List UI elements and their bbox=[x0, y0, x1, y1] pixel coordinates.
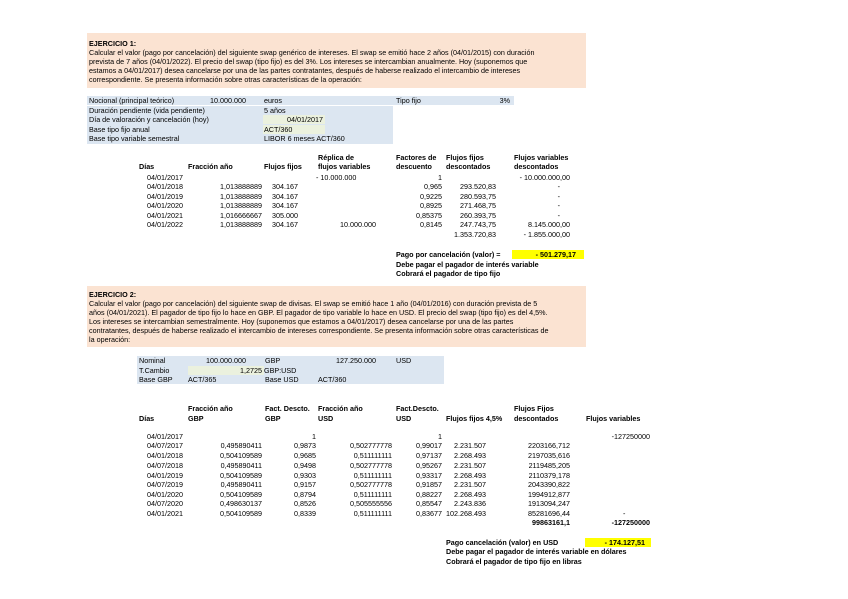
ex2-row-fact-gbp: 0,8526 bbox=[294, 499, 316, 508]
ex2-pago-label: Pago cancelación (valor) en USD bbox=[446, 538, 559, 547]
ex2-base-usd-label: Base USD bbox=[265, 375, 299, 384]
ex2-row-fact-gbp: 0,8339 bbox=[294, 509, 316, 518]
ex1-row-fvd: 8.145.000,00 bbox=[528, 220, 570, 229]
ex2-nota-2: Cobrará el pagador de tipo fijo en libras bbox=[446, 557, 582, 566]
ex2-row-fact-usd: 0,83677 bbox=[416, 509, 442, 518]
ex1-nota-1: Debe pagar el pagador de interés variable bbox=[396, 260, 539, 269]
ex2-row-frac-gbp: 0,498630137 bbox=[220, 499, 262, 508]
ex1-pago-label: Pago por cancelación (valor) = bbox=[396, 250, 501, 259]
ex2-header-frac-usd-2: USD bbox=[318, 414, 334, 423]
ex2-row-frac-usd: 0,511111111 bbox=[353, 471, 392, 480]
ex1-base-fijo-value: ACT/360 bbox=[264, 125, 293, 134]
ex1-row-fraccion: 1,013888889 bbox=[220, 182, 262, 191]
ex2-row-fact-gbp: 0,9873 bbox=[294, 441, 316, 450]
ex2-row-fact-gbp: 0,8794 bbox=[294, 490, 316, 499]
ex1-nocional-label: Nocional (principal teórico) bbox=[89, 96, 175, 105]
ex2-row-frac-usd: 0,505555556 bbox=[350, 499, 392, 508]
ex2-row-fact-gbp: 0,9685 bbox=[294, 451, 316, 460]
ex1-duracion-value: 5 años bbox=[264, 106, 286, 115]
ex2-tc-label: T.Cambio bbox=[139, 366, 170, 375]
ex2-pago-value: - 174.127,51 bbox=[604, 538, 645, 547]
ex1-header-ffd-1: Flujos fijos bbox=[446, 153, 484, 162]
ex1-statement-line-1: Calcular el valor (pago por cancelación) del siguiente swap genérico de intereses. El swap se emitió hace 2 años (04/01/2015) con duración bbox=[89, 48, 535, 57]
ex2-row-dias: 04/01/2018 bbox=[147, 451, 183, 460]
ex1-row-fvd: - bbox=[557, 211, 560, 220]
ex1-header-fvd-1: Flujos variables bbox=[514, 153, 569, 162]
ex2-row-frac-gbp: 0,504109589 bbox=[220, 471, 262, 480]
ex1-row-fraccion: 1,013888889 bbox=[220, 192, 262, 201]
ex1-total-ffd: 1.353.720,83 bbox=[454, 230, 496, 239]
ex1-header-factores-1: Factores de bbox=[396, 153, 437, 162]
ex2-header-ffd-2: descontados bbox=[514, 414, 559, 423]
ex1-tipo-fijo-value: 3% bbox=[499, 96, 510, 105]
ex2-row-fv: -127250000 bbox=[611, 432, 650, 441]
ex2-statement-line-1: Calcular el valor (pago por cancelación) del siguiente swap de divisas. El swap se emitió hace 1 año (04/01/2016) con duración prevista de 5 bbox=[89, 299, 538, 308]
ex1-row-dias: 04/01/2019 bbox=[147, 192, 183, 201]
ex2-row-ff: 2.268.493 bbox=[454, 471, 486, 480]
ex2-row-frac-usd: 0,511111111 bbox=[353, 509, 392, 518]
ex2-row-ffd: 85281696,44 bbox=[528, 509, 570, 518]
ex2-row-ff: 102.268.493 bbox=[446, 509, 486, 518]
ex2-row-fact-usd: 0,99017 bbox=[416, 441, 442, 450]
ex2-nominal-gbp: 100.000.000 bbox=[206, 356, 246, 365]
ex1-pago-value: - 501.279,17 bbox=[535, 250, 576, 259]
ex2-row-frac-gbp: 0,495890411 bbox=[220, 480, 262, 489]
ex2-base-gbp-value: ACT/365 bbox=[188, 375, 217, 384]
ex1-row-fvd: - bbox=[557, 201, 560, 210]
ex1-header-ffd-2: descontados bbox=[446, 162, 491, 171]
ex1-base-var-value: LIBOR 6 meses ACT/360 bbox=[264, 134, 345, 143]
ex2-total-fv: -127250000 bbox=[611, 518, 650, 527]
ex2-row-dias: 04/01/2020 bbox=[147, 490, 183, 499]
ex2-row-dias: 04/07/2017 bbox=[147, 441, 183, 450]
ex2-row-ff: 2.268.493 bbox=[454, 490, 486, 499]
ex2-header-ffd-1: Flujos Fijos bbox=[514, 404, 554, 413]
ex2-nota-1: Debe pagar el pagador de interés variable en dólares bbox=[446, 547, 627, 556]
ex2-header-fact-gbp-2: GBP bbox=[265, 414, 281, 423]
ex2-row-frac-gbp: 0,504109589 bbox=[220, 490, 262, 499]
ex1-row-ffd: 260.393,75 bbox=[460, 211, 496, 220]
ex2-row-ffd: 2043390,822 bbox=[528, 480, 570, 489]
ex2-row-ffd: 2119485,205 bbox=[528, 461, 570, 470]
ex1-header-fvd-2: descontados bbox=[514, 162, 559, 171]
ex1-row-flujos: 304.167 bbox=[272, 201, 298, 210]
ex1-row-ffd: 293.520,83 bbox=[460, 182, 496, 191]
ex1-base-fijo-label: Base tipo fijo anual bbox=[89, 125, 150, 134]
ex1-row-factor: 0,965 bbox=[424, 182, 442, 191]
ex1-base-var-label: Base tipo variable semestral bbox=[89, 134, 180, 143]
ex2-row-frac-gbp: 0,495890411 bbox=[220, 461, 262, 470]
ex1-nota-2: Cobrará el pagador de tipo fijo bbox=[396, 269, 501, 278]
ex1-row-ffd: 280.593,75 bbox=[460, 192, 496, 201]
ex2-title: EJERCICIO 2: bbox=[89, 290, 137, 299]
ex1-row-dias: 04/01/2018 bbox=[147, 182, 183, 191]
ex1-row-dias: 04/01/2021 bbox=[147, 211, 183, 220]
ex2-tc-unit: GBP:USD bbox=[264, 366, 297, 375]
ex2-row-fact-gbp: 1 bbox=[312, 432, 316, 441]
ex1-statement-line-2: prevista de 7 años (04/01/2022). El precio del swap (tipo fijo) es del 3%. Los intereses se intercambian anualmente. Hoy (suponemos que bbox=[89, 57, 528, 66]
ex2-statement-line-4: contratantes, después de haberse realizado el intercambio de intereses correspondiente. Se presenta información sobre otras características de bbox=[89, 326, 549, 335]
ex2-header-fact-gbp-1: Fact. Descto. bbox=[265, 404, 310, 413]
ex2-row-ff: 2.231.507 bbox=[454, 461, 486, 470]
ex2-row-fact-usd: 0,95267 bbox=[416, 461, 442, 470]
ex2-header-flujos-var: Flujos variables bbox=[586, 414, 641, 423]
ex2-row-fact-usd: 0,88227 bbox=[416, 490, 442, 499]
ex2-statement-line-3: Los intereses se intercambian semestralmente. Hoy (suponemos que estamos a 04/01/2017) desea cancelarse por una de las partes bbox=[89, 317, 514, 326]
ex1-row-dias: 04/01/2017 bbox=[147, 173, 183, 182]
ex2-gbp-unit: GBP bbox=[265, 356, 281, 365]
ex2-row-dias: 04/07/2020 bbox=[147, 499, 183, 508]
ex2-row-fact-usd: 0,85547 bbox=[416, 499, 442, 508]
ex2-usd-unit: USD bbox=[396, 356, 412, 365]
ex2-row-ffd: 1994912,877 bbox=[528, 490, 570, 499]
ex2-total-ffd: 99863161,1 bbox=[532, 518, 570, 527]
ex1-row-fraccion: 1,013888889 bbox=[220, 201, 262, 210]
ex1-header-replica-2: flujos variables bbox=[318, 162, 371, 171]
ex2-header-frac-gbp-1: Fracción año bbox=[188, 404, 233, 413]
ex1-tipo-fijo-label: Tipo fijo bbox=[396, 96, 421, 105]
ex1-row-ffd: 247.743,75 bbox=[460, 220, 496, 229]
ex2-header-fact-usd-1: Fact.Descto. bbox=[396, 404, 439, 413]
ex1-row-fvd: - bbox=[557, 182, 560, 191]
ex1-row-factor: 1 bbox=[438, 173, 442, 182]
ex1-row-flujos: 304.167 bbox=[272, 220, 298, 229]
ex2-row-ffd: 2203166,712 bbox=[528, 441, 570, 450]
ex1-row-factor: 0,8145 bbox=[420, 220, 442, 229]
ex2-header-fact-usd-2: USD bbox=[396, 414, 412, 423]
ex1-row-fvd: - bbox=[557, 192, 560, 201]
ex2-row-ffd: 2110379,178 bbox=[528, 471, 570, 480]
ex1-title: EJERCICIO 1: bbox=[89, 39, 137, 48]
ex2-header-dias: Días bbox=[139, 414, 155, 423]
ex1-header-replica-1: Réplica de bbox=[318, 153, 354, 162]
ex2-row-frac-usd: 0,502777778 bbox=[350, 480, 392, 489]
ex2-row-fact-usd: 0,97137 bbox=[416, 451, 442, 460]
ex1-row-factor: 0,9225 bbox=[420, 192, 442, 201]
ex1-nocional-value: 10.000.000 bbox=[210, 96, 246, 105]
ex1-row-replica: 10.000.000 bbox=[340, 220, 376, 229]
ex1-header-flujos-fijos: Flujos fijos bbox=[264, 162, 302, 171]
ex1-row-flujos: 305.000 bbox=[272, 211, 298, 220]
ex1-row-fraccion: 1,016666667 bbox=[220, 211, 262, 220]
ex2-row-frac-usd: 0,511111111 bbox=[353, 451, 392, 460]
ex2-row-frac-usd: 0,511111111 bbox=[353, 490, 392, 499]
ex2-row-fact-usd: 0,91857 bbox=[416, 480, 442, 489]
ex1-header-dias: Días bbox=[139, 162, 155, 171]
ex1-row-fraccion: 1,013888889 bbox=[220, 220, 262, 229]
ex1-row-ffd: 271.468,75 bbox=[460, 201, 496, 210]
ex2-row-ffd: 1913094,247 bbox=[528, 499, 570, 508]
ex2-row-frac-gbp: 0,504109589 bbox=[220, 509, 262, 518]
ex2-row-fact-gbp: 0,9157 bbox=[294, 480, 316, 489]
ex2-statement-line-2: años (04/01/2021). El pagador de tipo fijo lo hace en GBP. El pagador de tipo variable lo hace en USD. El precio del swap (tipo fijo) es del 4,5%. bbox=[89, 308, 548, 317]
ex1-header-fraccion: Fracción año bbox=[188, 162, 233, 171]
ex1-row-flujos: 304.167 bbox=[272, 182, 298, 191]
ex2-row-ffd: 2197035,616 bbox=[528, 451, 570, 460]
ex1-row-flujos: 304.167 bbox=[272, 192, 298, 201]
ex2-row-fv: - bbox=[623, 509, 626, 518]
ex2-row-fact-usd: 0,93317 bbox=[416, 471, 442, 480]
ex1-row-factor: 0,8925 bbox=[420, 201, 442, 210]
ex2-row-frac-gbp: 0,504109589 bbox=[220, 451, 262, 460]
ex2-row-ff: 2.243.836 bbox=[454, 499, 486, 508]
ex2-row-ff: 2.231.507 bbox=[454, 480, 486, 489]
ex1-header-factores-2: descuento bbox=[396, 162, 432, 171]
ex2-row-dias: 04/01/2017 bbox=[147, 432, 183, 441]
ex2-header-frac-gbp-2: GBP bbox=[188, 414, 204, 423]
ex1-duracion-label: Duración pendiente (vida pendiente) bbox=[89, 106, 205, 115]
ex1-row-fvd: - 10.000.000,00 bbox=[519, 173, 570, 182]
ex2-row-ff: 2.231.507 bbox=[454, 441, 486, 450]
ex2-statement-line-5: la operación: bbox=[89, 335, 131, 344]
ex1-row-dias: 04/01/2022 bbox=[147, 220, 183, 229]
ex2-header-frac-usd-1: Fracción año bbox=[318, 404, 363, 413]
ex2-row-dias: 04/01/2021 bbox=[147, 509, 183, 518]
ex1-statement-line-4: correspondiente. Se presenta información sobre otras características de la operación: bbox=[89, 75, 362, 84]
ex1-nocional-unit: euros bbox=[264, 96, 282, 105]
ex2-header-flujos-fijos: Flujos fijos 4,5% bbox=[446, 414, 503, 423]
ex1-total-fvd: - 1.855.000,00 bbox=[523, 230, 570, 239]
ex2-row-fact-gbp: 0,9303 bbox=[294, 471, 316, 480]
ex2-row-fact-usd: 1 bbox=[438, 432, 442, 441]
ex1-row-dias: 04/01/2020 bbox=[147, 201, 183, 210]
ex2-base-usd-value: ACT/360 bbox=[318, 375, 347, 384]
ex2-row-frac-usd: 0,502777778 bbox=[350, 461, 392, 470]
ex2-row-dias: 04/07/2018 bbox=[147, 461, 183, 470]
ex2-row-dias: 04/07/2019 bbox=[147, 480, 183, 489]
ex2-row-frac-gbp: 0,495890411 bbox=[220, 441, 262, 450]
ex1-dia-label: Día de valoración y cancelación (hoy) bbox=[89, 115, 209, 124]
ex1-row-factor: 0,85375 bbox=[416, 211, 442, 220]
ex2-nominal-label: Nominal bbox=[139, 356, 166, 365]
ex2-row-ff: 2.268.493 bbox=[454, 451, 486, 460]
ex2-tc-value: 1,2725 bbox=[240, 366, 262, 375]
ex2-row-dias: 04/01/2019 bbox=[147, 471, 183, 480]
ex2-row-frac-usd: 0,502777778 bbox=[350, 441, 392, 450]
ex2-nominal-usd: 127.250.000 bbox=[336, 356, 376, 365]
ex1-row-replica: - 10.000.000 bbox=[316, 173, 357, 182]
ex2-row-fact-gbp: 0,9498 bbox=[294, 461, 316, 470]
ex1-dia-value: 04/01/2017 bbox=[287, 115, 323, 124]
ex1-statement-line-3: estamos a 04/01/2017) desea cancelarse por una de las partes contratantes, después de haberse realizado el intercambio de intereses bbox=[89, 66, 521, 75]
ex2-base-gbp-label: Base GBP bbox=[139, 375, 173, 384]
